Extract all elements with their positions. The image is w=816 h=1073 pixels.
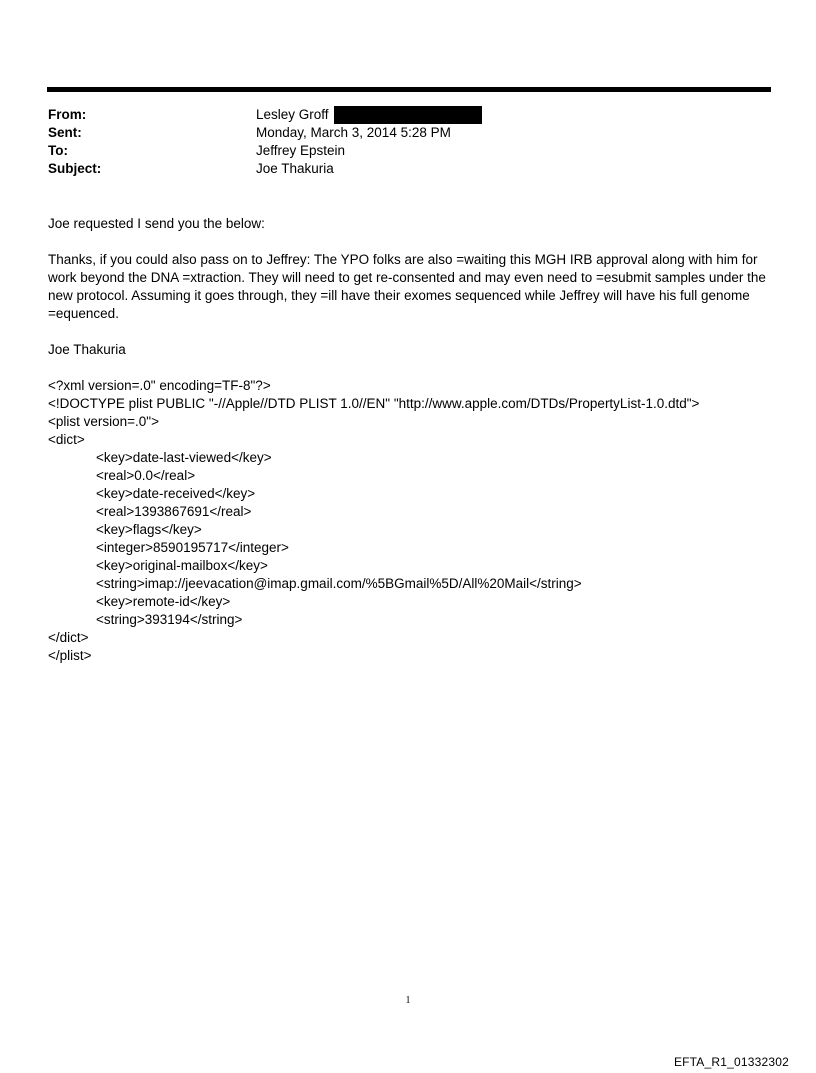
xml-line: <?xml version=.0" encoding=TF-8"?> [48, 378, 271, 393]
email-body [48, 215, 778, 665]
from-row [48, 106, 768, 124]
redaction-box [334, 106, 482, 124]
xml-line: <key>flags</key> [96, 522, 202, 537]
sent-value: Monday, March 3, 2014 5:28 PM [256, 125, 451, 140]
xml-plist-block [48, 377, 778, 665]
xml-line: <string>imap://jeevacation@imap.gmail.com/%5BGmail%5D/All%20Mail</string> [96, 576, 582, 591]
signature: Joe Thakuria [48, 342, 126, 357]
xml-line: <key>date-last-viewed</key> [96, 450, 272, 465]
xml-line: <real>1393867691</real> [96, 504, 252, 519]
xml-line: </plist> [48, 648, 92, 663]
from-label: From: [48, 107, 87, 122]
xml-line: <key>date-received</key> [96, 486, 256, 501]
xml-line: <!DOCTYPE plist PUBLIC "-//Apple//DTD PLIST 1.0//EN" "http://www.apple.com/DTDs/PropertyList-1.0.dtd"> [48, 396, 700, 411]
subject-label: Subject: [48, 161, 102, 176]
xml-line: <plist version=.0"> [48, 414, 159, 429]
xml-line: <string>393194</string> [96, 612, 243, 627]
sent-label: Sent: [48, 125, 82, 140]
message-paragraph: Thanks, if you could also pass on to Jeffrey: The YPO folks are also =waiting this MGH IRB approval along with him for work beyond the DNA =xtraction. They will need to get re-consented and may even need to =esubmit samples under the new protocol. Assuming it goes through, they =ill have their exomes sequenced while Jeffrey will have his full genome =equenced. [48, 252, 766, 321]
subject-row [48, 160, 768, 178]
sent-row [48, 124, 768, 142]
page-number: 1 [405, 995, 411, 1006]
email-header [48, 106, 768, 178]
subject-value: Joe Thakuria [256, 161, 334, 176]
to-row [48, 142, 768, 160]
xml-line: </dict> [48, 630, 89, 645]
from-value [256, 106, 482, 124]
intro-paragraph: Joe requested I send you the below: [48, 216, 265, 231]
to-label: To: [48, 143, 68, 158]
to-value: Jeffrey Epstein [256, 143, 346, 158]
from-name: Lesley Groff [256, 107, 329, 122]
xml-line: <integer>8590195717</integer> [96, 540, 289, 555]
header-rule [47, 87, 771, 92]
xml-line: <key>original-mailbox</key> [96, 558, 268, 573]
bates-number: EFTA_R1_01332302 [673, 1055, 789, 1069]
xml-line: <key>remote-id</key> [96, 594, 231, 609]
xml-line: <real>0.0</real> [96, 468, 196, 483]
xml-line: <dict> [48, 432, 85, 447]
